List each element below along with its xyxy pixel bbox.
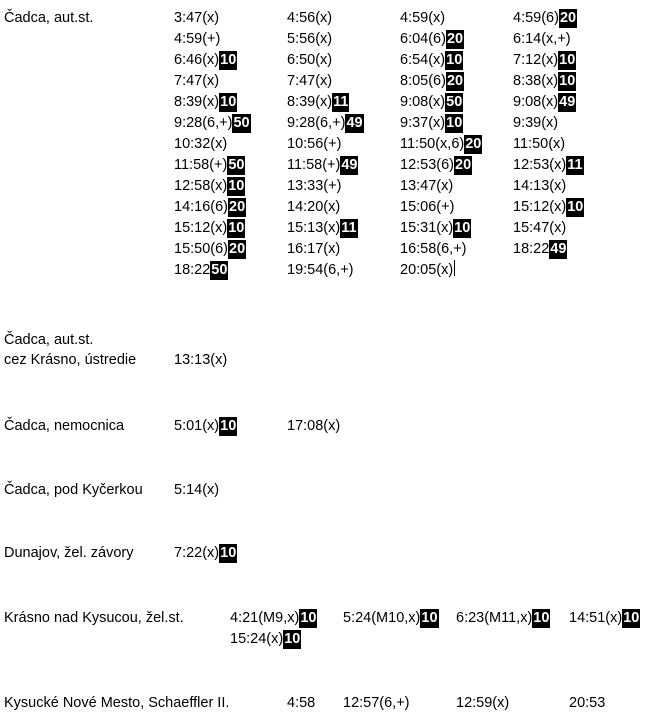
departure-time-text: 14:51(x) — [569, 610, 623, 626]
route-badge: 10 — [228, 220, 245, 236]
departure-time — [174, 416, 237, 437]
departure-time-text: 6:14(x,+) — [513, 31, 571, 47]
departure-time — [174, 50, 237, 71]
departure-time-text: 14:20(x) — [287, 199, 341, 215]
departure-time — [343, 693, 410, 714]
departure-time-text: 7:12(x) — [513, 52, 559, 68]
departure-time — [400, 239, 467, 260]
departure-time-text: 13:33(+) — [287, 178, 342, 194]
departure-time — [230, 608, 317, 629]
departure-time-text: 12:53(x) — [513, 157, 567, 173]
departure-time-text: 15:06(+) — [400, 199, 455, 215]
departure-time — [400, 218, 471, 239]
departure-time — [174, 113, 251, 134]
departure-time — [287, 693, 315, 714]
route-badge: 10 — [559, 52, 576, 68]
stop-name: cez Krásno, ústredie — [4, 352, 137, 368]
stop-name: Čadca, aut.st. — [4, 332, 94, 348]
departure-time — [174, 260, 228, 281]
departure-time — [569, 693, 605, 714]
departure-time — [174, 134, 227, 155]
departure-time — [513, 29, 571, 50]
departure-time — [287, 92, 349, 113]
route-badge: 49 — [550, 241, 567, 257]
departure-time — [287, 113, 364, 134]
route-badge: 10 — [454, 220, 471, 236]
stop-name: Dunajov, žel. závory — [4, 545, 134, 561]
departure-time-text: 6:46(x) — [174, 52, 220, 68]
departure-time — [174, 350, 227, 371]
departure-time-text: 15:13(x) — [287, 220, 341, 236]
departure-time-text: 6:04(6) — [400, 31, 446, 47]
departure-time — [400, 50, 463, 71]
departure-time-text: 12:57(6,+) — [343, 695, 410, 711]
departure-time — [569, 608, 640, 629]
departure-time — [287, 155, 358, 176]
stop-name: Kysucké Nové Mesto, Schaeffler II. — [4, 695, 230, 711]
departure-time — [400, 155, 472, 176]
departure-time-text: 15:47(x) — [513, 220, 567, 236]
departure-time — [174, 155, 245, 176]
route-badge: 50 — [446, 94, 463, 110]
departure-time-text: 14:16(6) — [174, 199, 229, 215]
departure-time-text: 7:22(x) — [174, 545, 220, 561]
departure-time — [513, 50, 576, 71]
departure-time — [287, 197, 340, 218]
departure-time-text: 11:58(+) — [174, 157, 228, 173]
route-badge: 10 — [533, 610, 550, 626]
departure-time-text: 6:23(M11,x) — [456, 610, 533, 626]
route-badge: 10 — [567, 199, 584, 215]
departure-time — [287, 134, 341, 155]
stop-name: Čadca, aut.st. — [4, 10, 94, 26]
departure-time-text: 7:47(x) — [287, 73, 333, 89]
departure-time-text: 6:54(x) — [400, 52, 446, 68]
departure-time-text: 5:56(x) — [287, 31, 333, 47]
departure-time-text: 15:50(6) — [174, 241, 229, 257]
departure-time-text: 12:53(6) — [400, 157, 455, 173]
departure-time — [174, 218, 245, 239]
departure-time — [456, 608, 550, 629]
departure-time — [513, 71, 576, 92]
route-badge: 10 — [300, 610, 317, 626]
departure-time-text: 15:12(x) — [174, 220, 228, 236]
departure-time — [287, 8, 332, 29]
departure-time — [513, 92, 576, 113]
stop-name: Čadca, pod Kyčerkou — [4, 482, 143, 498]
departure-time-text: 9:08(x) — [513, 94, 559, 110]
route-badge: 10 — [220, 52, 237, 68]
route-badge: 20 — [446, 73, 464, 89]
departure-time — [287, 218, 358, 239]
departure-time — [174, 29, 220, 50]
route-badge: 10 — [446, 115, 463, 131]
route-badge: 10 — [623, 610, 640, 626]
departure-time — [343, 608, 439, 629]
departure-time — [174, 543, 237, 564]
departure-time — [287, 176, 341, 197]
departure-time-text: 8:05(6) — [400, 73, 446, 89]
departure-time — [400, 8, 445, 29]
departure-time-text: 5:14(x) — [174, 482, 220, 498]
route-badge: 20 — [559, 10, 577, 26]
departure-time-text: 9:39(x) — [513, 115, 559, 131]
departure-time — [400, 71, 464, 92]
route-badge: 20 — [229, 199, 246, 215]
departure-time-text: 18:22 — [174, 262, 211, 278]
departure-time-text: 4:21(M9,x) — [230, 610, 300, 626]
departure-time-text: 14:13(x) — [513, 178, 567, 194]
departure-time-text: 12:58(x) — [174, 178, 228, 194]
departure-time — [513, 134, 565, 155]
departure-time-text: 4:59(+) — [174, 31, 221, 47]
departure-time-text: 11:50(x) — [513, 136, 566, 152]
departure-time — [287, 239, 340, 260]
departure-time-text: 4:59(x) — [400, 10, 446, 26]
departure-time — [174, 71, 219, 92]
departure-time — [174, 8, 219, 29]
route-badge: 49 — [341, 157, 358, 173]
route-badge: 50 — [228, 157, 245, 173]
departure-time-text: 13:13(x) — [174, 352, 228, 368]
route-badge: 10 — [446, 52, 463, 68]
departure-time — [400, 92, 463, 113]
departure-time-text: 18:22 — [513, 241, 550, 257]
text-cursor — [454, 260, 455, 276]
route-badge: 20 — [229, 241, 246, 257]
departure-time — [174, 92, 237, 113]
route-badge: 10 — [220, 418, 237, 434]
departure-time-text: 12:59(x) — [456, 695, 510, 711]
departure-time — [400, 113, 463, 134]
departure-time-text: 16:17(x) — [287, 241, 341, 257]
departure-time-text: 15:31(x) — [400, 220, 454, 236]
departure-time — [287, 50, 332, 71]
route-badge: 50 — [233, 115, 250, 131]
departure-time-text: 11:50(x,6) — [400, 136, 465, 152]
departure-time-text: 9:37(x) — [400, 115, 446, 131]
departure-time-text: 8:39(x) — [174, 94, 220, 110]
departure-time-text: 13:47(x) — [400, 178, 454, 194]
departure-time — [174, 480, 219, 501]
departure-time — [400, 29, 464, 50]
route-badge: 10 — [228, 178, 245, 194]
departure-time — [513, 155, 584, 176]
departure-time-text: 4:56(x) — [287, 10, 333, 26]
departure-time-text: 9:28(6,+) — [174, 115, 233, 131]
route-badge: 20 — [465, 136, 482, 152]
departure-time — [513, 8, 577, 29]
departure-time — [287, 71, 332, 92]
departure-time — [400, 197, 454, 218]
departure-time-text: 9:08(x) — [400, 94, 446, 110]
departure-time-text: 7:47(x) — [174, 73, 220, 89]
departure-time-text: 17:08(x) — [287, 418, 341, 434]
route-badge: 11 — [341, 220, 357, 236]
route-badge: 20 — [455, 157, 472, 173]
departure-time — [513, 176, 566, 197]
route-badge: 11 — [333, 94, 349, 110]
departure-time — [174, 197, 246, 218]
departure-time-text: 10:32(x) — [174, 136, 228, 152]
departure-time — [400, 134, 482, 155]
route-badge: 10 — [284, 631, 301, 647]
departure-time — [174, 239, 246, 260]
stop-name: Čadca, nemocnica — [4, 418, 125, 434]
departure-time-text: 9:28(6,+) — [287, 115, 346, 131]
departure-time-text: 16:58(6,+) — [400, 241, 467, 257]
departure-time — [456, 693, 509, 714]
departure-time-text: 6:50(x) — [287, 52, 333, 68]
departure-time-text: 5:24(M10,x) — [343, 610, 421, 626]
departure-time — [174, 176, 245, 197]
departure-time-text: 8:39(x) — [287, 94, 333, 110]
departure-time — [230, 629, 301, 650]
departure-time-text: 15:24(x) — [230, 631, 284, 647]
departure-time-text: 8:38(x) — [513, 73, 559, 89]
stop-name: Krásno nad Kysucou, žel.st. — [4, 610, 184, 626]
departure-time — [513, 239, 567, 260]
route-badge: 10 — [220, 545, 237, 561]
departure-time — [287, 416, 340, 437]
departure-time — [287, 29, 332, 50]
departure-time-text: 4:59(6) — [513, 10, 559, 26]
route-badge: 50 — [211, 262, 228, 278]
route-badge: 11 — [567, 157, 583, 173]
departure-time — [513, 218, 566, 239]
departure-time-text: 20:53 — [569, 695, 606, 711]
departure-time-text: 5:01(x) — [174, 418, 220, 434]
departure-time-text: 10:56(+) — [287, 136, 342, 152]
route-badge: 10 — [559, 73, 576, 89]
departure-time-text: 20:05(x) — [400, 262, 454, 278]
route-badge: 10 — [421, 610, 438, 626]
departure-time-text: 19:54(6,+) — [287, 262, 354, 278]
departure-time-text: 3:47(x) — [174, 10, 220, 26]
route-badge: 20 — [446, 31, 464, 47]
departure-time — [400, 176, 453, 197]
departure-time — [513, 113, 558, 134]
departure-time — [513, 197, 584, 218]
departure-time-text: 15:12(x) — [513, 199, 567, 215]
route-badge: 49 — [346, 115, 363, 131]
route-badge: 49 — [559, 94, 576, 110]
departure-time-text: 4:58 — [287, 695, 316, 711]
departure-time-text: 11:58(+) — [287, 157, 341, 173]
departure-time — [287, 260, 354, 281]
route-badge: 10 — [220, 94, 237, 110]
departure-time — [400, 260, 455, 281]
